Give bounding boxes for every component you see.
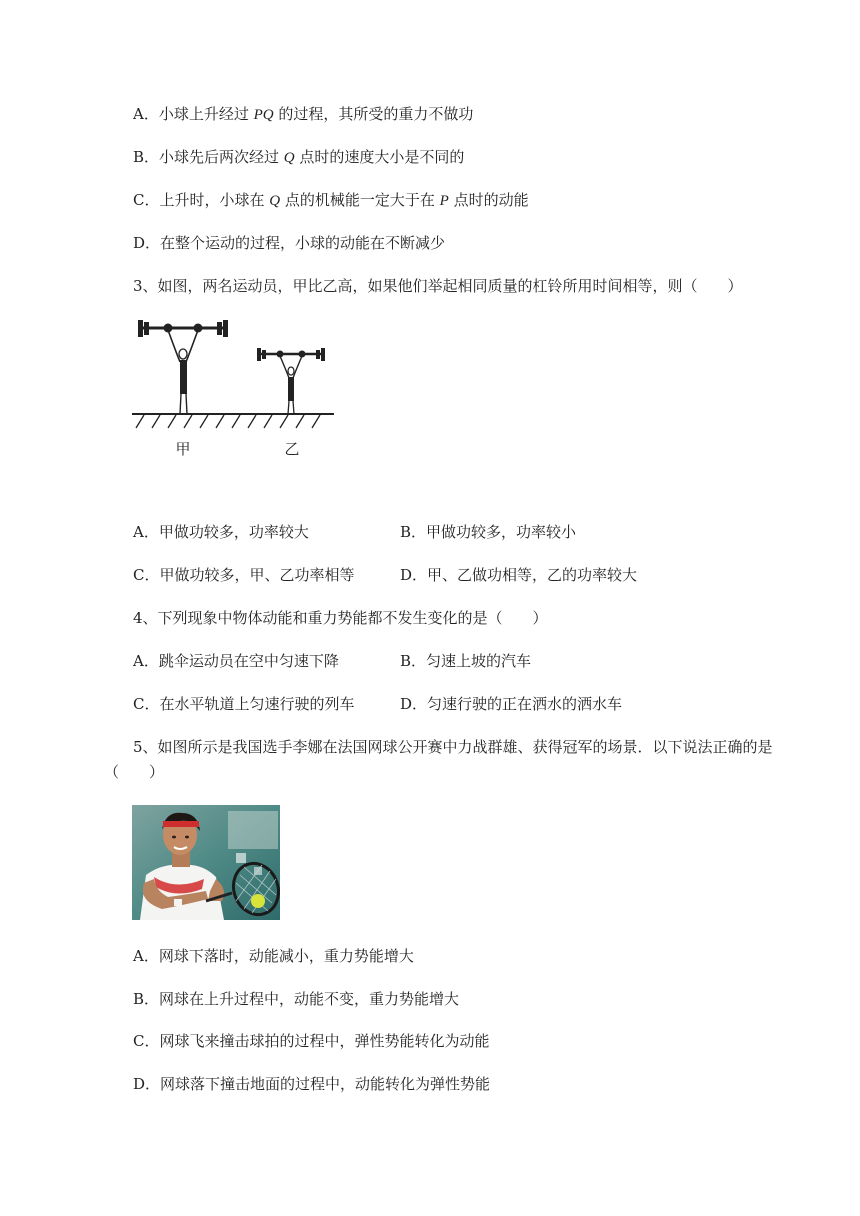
q2-option-c: C．上升时，小球在 Q 点的机械能一定大于在 P 点时的动能 <box>133 191 529 209</box>
q4-stem: 4、下列现象中物体动能和重力势能都不发生变化的是（ ） <box>133 609 548 627</box>
q3-option-b: B．甲做功较多，功率较小 <box>400 523 577 541</box>
label-yi: 乙 <box>284 440 300 458</box>
q3-option-d: D．甲、乙做功相等，乙的功率较大 <box>400 566 638 584</box>
var-pq: PQ <box>253 107 274 123</box>
tennis-player-photo <box>132 805 280 920</box>
q5-stem-line1: 5、如图所示是我国选手李娜在法国网球公开赛中力战群雄、获得冠军的场景．以下说法正确的是 <box>133 738 773 756</box>
lifter-b <box>257 348 325 414</box>
q5-option-a: A．网球下落时，动能减小，重力势能增大 <box>133 947 414 965</box>
var-q: Q <box>269 193 281 209</box>
q2-option-b: B．小球先后两次经过 Q 点时的速度大小是不同的 <box>133 148 465 166</box>
q5-stem-line2: （ ） <box>104 763 165 781</box>
weightlifters-figure <box>130 316 336 462</box>
q3-stem: 3、如图，两名运动员，甲比乙高，如果他们举起相同质量的杠铃所用时间相等，则（ ） <box>133 277 743 295</box>
q2-option-d: D．在整个运动的过程，小球的动能在不断减少 <box>133 234 446 252</box>
label-jia: 甲 <box>175 440 191 458</box>
q3-option-a: A．甲做功较多，功率较大 <box>133 523 309 541</box>
q2-option-a: A．小球上升经过 PQ 的过程，其所受的重力不做功 <box>133 105 474 123</box>
q4-option-d: D．匀速行驶的正在洒水的洒水车 <box>400 695 623 713</box>
lifter-a <box>138 320 228 414</box>
q4-option-a: A．跳伞运动员在空中匀速下降 <box>133 652 339 670</box>
q5-option-b: B．网球在上升过程中，动能不变，重力势能增大 <box>133 990 460 1008</box>
var-p: P <box>439 193 449 209</box>
q3-option-c: C．甲做功较多，甲、乙功率相等 <box>133 566 355 584</box>
q5-option-d: D．网球落下撞击地面的过程中，动能转化为弹性势能 <box>133 1075 491 1093</box>
q4-option-c: C．在水平轨道上匀速行驶的列车 <box>133 695 355 713</box>
q4-option-b: B．匀速上坡的汽车 <box>400 652 532 670</box>
var-q: Q <box>283 150 295 166</box>
q5-option-c: C．网球飞来撞击球拍的过程中，弹性势能转化为动能 <box>133 1032 490 1050</box>
